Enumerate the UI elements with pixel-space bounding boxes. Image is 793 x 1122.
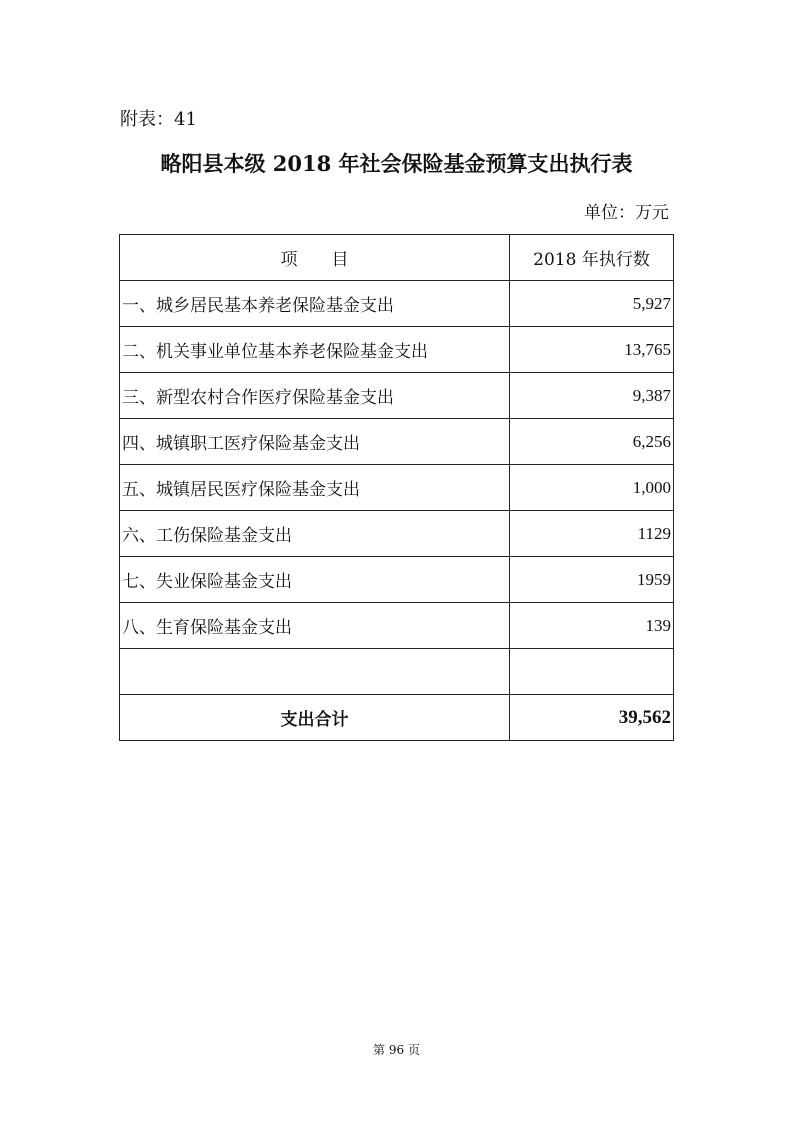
row-value: 1959 — [510, 557, 674, 603]
row-item: 八、生育保险基金支出 — [120, 603, 510, 649]
row-item: 四、城镇职工医疗保险基金支出 — [120, 419, 510, 465]
table-row — [120, 603, 674, 649]
attachment-label: 附表：41 — [120, 109, 197, 130]
header-item: 项 目 — [120, 235, 510, 281]
row-value: 5,927 — [510, 281, 674, 327]
table-row — [120, 557, 674, 603]
header-row — [120, 235, 674, 281]
row-value — [510, 649, 674, 695]
row-value: 1129 — [510, 511, 674, 557]
total-row — [120, 695, 674, 741]
table-header — [120, 235, 674, 281]
table-row — [120, 419, 674, 465]
row-item: 五、城镇居民医疗保险基金支出 — [120, 465, 510, 511]
page-title: 略阳县本级 2018 年社会保险基金预算支出执行表 — [160, 151, 633, 176]
row-item: 一、城乡居民基本养老保险基金支出 — [120, 281, 510, 327]
row-item — [120, 649, 510, 695]
row-value: 6,256 — [510, 419, 674, 465]
row-value: 139 — [510, 603, 674, 649]
budget-table — [119, 234, 674, 741]
row-item: 六、工伤保险基金支出 — [120, 511, 510, 557]
table-row — [120, 373, 674, 419]
page-number: 第 96 页 — [373, 1043, 420, 1057]
header-value: 2018 年执行数 — [510, 235, 674, 281]
table-row — [120, 281, 674, 327]
total-value: 39,562 — [510, 695, 674, 741]
row-item: 三、新型农村合作医疗保险基金支出 — [120, 373, 510, 419]
table-row — [120, 327, 674, 373]
total-label: 支出合计 — [120, 695, 510, 741]
row-item: 二、机关事业单位基本养老保险基金支出 — [120, 327, 510, 373]
table-row — [120, 511, 674, 557]
row-value: 1,000 — [510, 465, 674, 511]
row-value: 9,387 — [510, 373, 674, 419]
table-row — [120, 465, 674, 511]
table-body — [120, 281, 674, 741]
row-value: 13,765 — [510, 327, 674, 373]
empty-row — [120, 649, 674, 695]
row-item: 七、失业保险基金支出 — [120, 557, 510, 603]
unit-label: 单位：万元 — [584, 203, 669, 223]
